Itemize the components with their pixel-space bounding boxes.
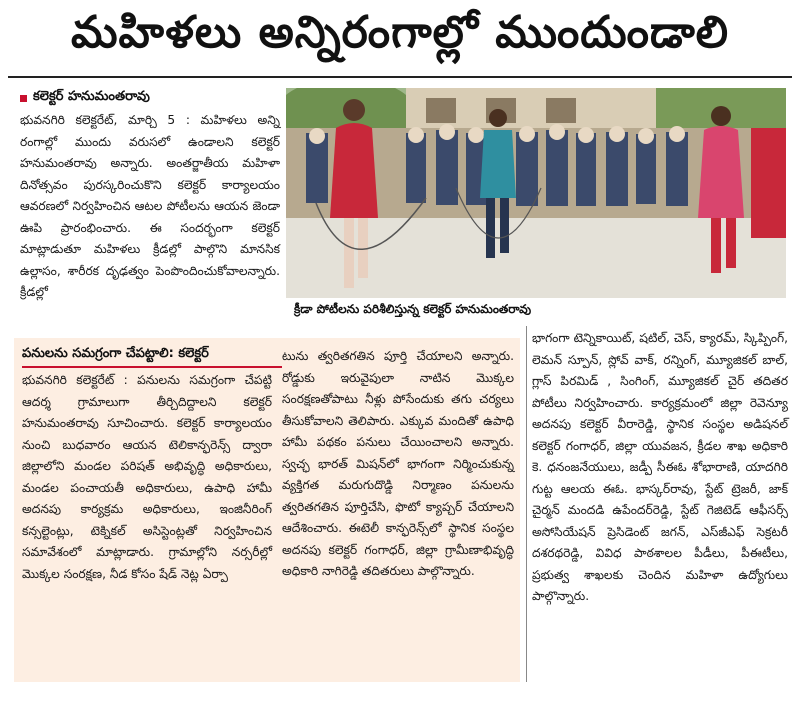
news-photo (286, 88, 786, 298)
story2-body-b: టును త్వరితగతిన పూర్తి చేయాలని అన్నారు. రోడ్డుకు ఇరువైపులా నాటిన మొక్కల సంరక్షణతోపాటు నీళ్లు పోసేందుకు తగు చర్యలు తీసుకోవాలని తెలిపారు. ఎక్కువ మందితో ఉపాధి హామీ పథకం పనులు చేయించాలని అన్నారు. స్వచ్ఛ భారత్ మిషన్‌లో భాగంగా నిర్మించుకున్న వ్యక్తిగత మరుగుదొడ్డి నిర్మాణం పనులను త్వరితగతిన పూర్తిచేసి, ఫొటో క్యాప్చర్ చేయాలని ఆదేశించారు. ఈటెలీ కాన్ఫరెన్స్‌లో స్థానిక సంస్థల అదనపు కలెక్టర్ గంగాధర్, జిల్లా గ్రామీణాభివృద్ధి అధికారి నాగిరెడ్డి తదితరులు పాల్గొన్నారు. (282, 349, 514, 578)
story1-body: భువనగిరి కలెక్టరేట్, మార్చి 5 : మహిళలు అన్ని రంగాల్లో ముందు వరుసలో ఉండాలని కలెక్టర్ హనుమంతరావు అన్నారు. అంతర్జాతీయ మహిళా దినోత్సవం పురస్కరించుకొని కలెక్టర్ కార్యాలయం ఆవరణలో నిర్వహించిన ఆటల పోటీలను ఆయన జెండా ఊపి ప్రారంభించారు. ఈ సందర్భంగా కలెక్టర్ మాట్లాడుతూ మహిళలు క్రీడల్లో పాల్గొని మానసిక ఉల్లాసం, శారీరక దృఢత్వం పెంపొందించుకోవాలన్నారు. క్రీడల్లో (20, 113, 280, 299)
column-divider (526, 326, 527, 682)
story2-title: పనులను సమగ్రంగా చేపట్టాలి: కలెక్టర్ (22, 346, 282, 368)
story2-column-b (282, 346, 514, 583)
story2-body-a: భువనగిరి కలెక్టరేట్ : పనులను సమగ్రంగా చేపట్టి ఆదర్శ గ్రామాలుగా తీర్చిదిద్దాలని కలెక్టర్ హనుమంతరావు సూచించారు. కలెక్టర్ కార్యాలయం నుంచి బుధవారం ఆయన టెలికాన్ఫరెన్స్ ద్వారా జిల్లాలోని మండల పరిషత్ అభివృద్ధి అధికారులు, మండల పంచాయతీ అధికారులు, ఉపాధి హామీ అదనపు కార్యక్రమ అధికారులు, ఇంజినీరింగ్ కన్సల్టెంట్లు, టెక్నికల్ అసిస్టెంట్లతో నిర్వహించిన సమావేశంలో మాట్లాడారు. గ్రామాల్లోని నర్సరీల్లో మొక్కల సంరక్షణ, నీడ కోసం షేడ్ నెట్ల ఏర్పా (22, 373, 272, 581)
red-bullet-icon (20, 95, 27, 102)
photo-caption: క్రీడా పోటీలను పరిశీలిస్తున్న కలెక్టర్ హనుమంతరావు (286, 298, 786, 322)
story1-continued-column (532, 328, 788, 608)
byline-text: కలెక్టర్ హనుమంతరావు (33, 89, 150, 104)
byline (20, 88, 280, 108)
story2-column-a (22, 370, 272, 585)
story1-body-column (20, 110, 280, 304)
story1-continued: భాగంగా టెన్నికాయిట్, షటిల్, చెస్, క్యారమ్, స్కిప్పింగ్, లెమన్ స్పూన్, స్లోవ్ వాక్, రన్నింగ్, మ్యూజికల్ బాల్, గ్లాస్ పిరమిడ్ , సింగింగ్, మ్యూజికల్ చైర్ తదితర పోటీలు నిర్వహించారు. కార్యక్రమంలో జిల్లా రెవెన్యూ అదనపు కలెక్టర్ వీరారెడ్డి, స్థానిక సంస్థల అడిషనల్ కలెక్టర్ గంగాధర్, జిల్లా యువజన, క్రీడల శాఖ అధికారి కె. ధనంజనేయులు, జడ్పీ సీఈఓ శోభారాణి, యాదగిరి గుట్ట ఆలయ ఈఓ. భాస్కర్‌రావు, స్టేట్ ట్రెజరీ, జాక్ చైర్మన్ మందడి ఉపేందర్‌రెడ్డి, స్టేట్ గెజిటెడ్ ఆఫీసర్స్ అసోసియేషన్ ప్రెసిడెంట్ జగన్, ఎస్‌జీఎఫ్ సెక్రటరీ దశరథరెడ్డి, వివిధ పాఠశాలల పీడీలు, పీఈటీలు, ప్రభుత్వ శాఖలకు చెందిన మహిళా ఉద్యోగులు పాల్గొన్నారు. (532, 331, 788, 603)
headline-rule (8, 76, 792, 78)
headline: మహిళలు అన్నిరంగాల్లో ముందుండాలి (70, 7, 730, 58)
